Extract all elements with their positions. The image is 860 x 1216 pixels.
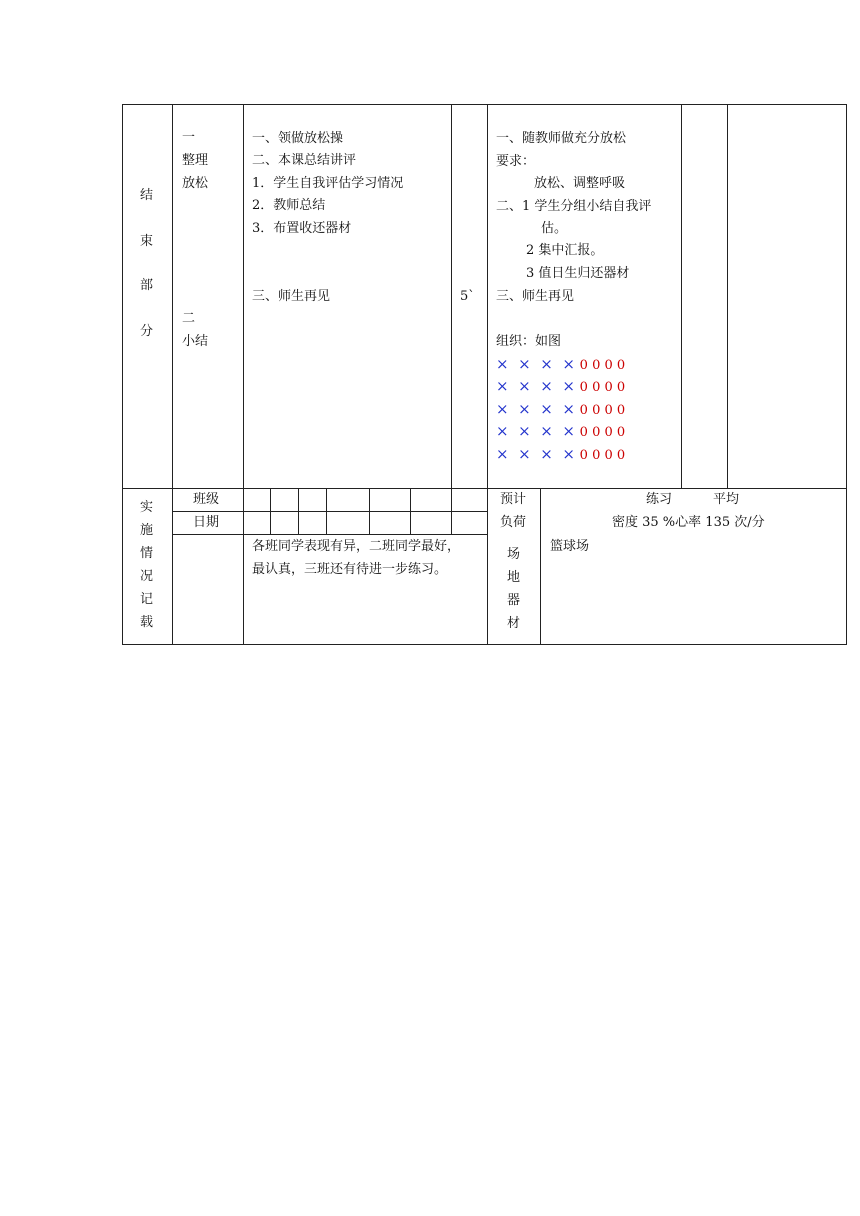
table-border-bottom — [122, 644, 847, 645]
formation-row — [496, 401, 625, 419]
table-divider-date-comment — [172, 534, 488, 535]
formation-circles: 0 0 0 0 — [579, 448, 626, 463]
class-cell-divider — [270, 488, 271, 534]
student-content-line: 二、1 学生分组小结自我评 — [496, 199, 652, 214]
venue-label-char: 材 — [507, 616, 521, 631]
class-cell-divider — [298, 488, 299, 534]
class-label: 班级 — [193, 492, 220, 507]
load-value: 密度 35 %心率 135 次/分 — [612, 515, 765, 530]
class-cell-divider — [326, 488, 327, 534]
table-divider-class-date — [172, 511, 488, 512]
formation-crosses: × × × × — [496, 422, 575, 440]
formation-crosses: × × × × — [496, 377, 575, 395]
table-border-left — [122, 104, 123, 645]
formation-row — [496, 423, 625, 441]
date-label: 日期 — [193, 515, 220, 530]
teacher-content-line: 二、本课总结讲评 — [252, 153, 357, 168]
table-col-divider-5 — [727, 104, 728, 488]
stage-number: 一 — [182, 130, 196, 145]
comment-line: 最认真，三班还有待进一步练习。 — [252, 562, 448, 577]
part-label-char: 结 — [140, 188, 154, 203]
table-divider-ending — [122, 488, 847, 489]
stage-number: 二 — [182, 311, 196, 326]
student-content-line: 3 值日生归还器材 — [526, 266, 630, 281]
formation-row — [496, 446, 625, 464]
record-label-char: 载 — [140, 615, 154, 630]
formation-circles: 0 0 0 0 — [579, 380, 626, 395]
teacher-content-line: 一、领做放松操 — [252, 131, 344, 146]
table-col-divider-1 — [172, 104, 173, 645]
student-content-line: 三、师生再见 — [496, 289, 575, 304]
table-border-right — [846, 104, 847, 645]
load-practice-label: 练习 — [646, 492, 673, 507]
student-content-line: 2 集中汇报。 — [526, 243, 604, 258]
student-content-line: 放松、调整呼吸 — [534, 176, 626, 191]
organization-label: 组织：如图 — [496, 334, 562, 349]
formation-crosses: × × × × — [496, 355, 575, 373]
teacher-content-line: 3．布置收还器材 — [252, 221, 352, 236]
stage-label: 放松 — [182, 176, 209, 191]
table-col-divider-4 — [681, 104, 682, 488]
comment-line: 各班同学表现有异，二班同学最好， — [252, 539, 461, 554]
load-label: 预计 — [500, 492, 527, 507]
table-border-top — [122, 104, 847, 105]
table-col-divider-time — [451, 104, 452, 488]
record-label-char: 施 — [140, 523, 154, 538]
venue-label-char: 场 — [507, 547, 521, 562]
record-label-char: 情 — [140, 546, 154, 561]
stage-label: 小结 — [182, 334, 209, 349]
part-label-char: 部 — [140, 278, 154, 293]
formation-row — [496, 356, 625, 374]
formation-circles: 0 0 0 0 — [579, 403, 626, 418]
venue-label-char: 器 — [507, 593, 521, 608]
record-label-char: 况 — [140, 569, 154, 584]
teacher-content-line: 1．学生自我评估学习情况 — [252, 176, 404, 191]
class-cell-divider — [410, 488, 411, 534]
time-value: 5` — [460, 289, 475, 304]
table-col-divider-load — [540, 488, 541, 645]
table-col-divider-2 — [243, 104, 244, 645]
formation-circles: 0 0 0 0 — [579, 425, 626, 440]
venue-label-char: 地 — [507, 570, 521, 585]
formation-crosses: × × × × — [496, 400, 575, 418]
class-cell-divider — [369, 488, 370, 534]
record-label-char: 实 — [140, 500, 154, 515]
table-col-divider-student — [487, 104, 488, 645]
load-average-label: 平均 — [713, 492, 740, 507]
formation-row — [496, 378, 625, 396]
venue-value: 篮球场 — [550, 539, 590, 554]
student-content-line: 估。 — [541, 221, 568, 236]
formation-crosses: × × × × — [496, 445, 575, 463]
class-cell-divider — [451, 488, 452, 534]
formation-circles: 0 0 0 0 — [579, 358, 626, 373]
load-label: 负荷 — [500, 515, 527, 530]
student-content-line: 一、随教师做充分放松 — [496, 131, 627, 146]
stage-label: 整理 — [182, 153, 209, 168]
student-content-line: 要求： — [496, 154, 536, 169]
teacher-farewell: 三、师生再见 — [252, 289, 331, 304]
teacher-content-line: 2．教师总结 — [252, 198, 326, 213]
part-label-char: 分 — [140, 324, 154, 339]
record-label-char: 记 — [140, 592, 154, 607]
part-label-char: 束 — [140, 234, 154, 249]
